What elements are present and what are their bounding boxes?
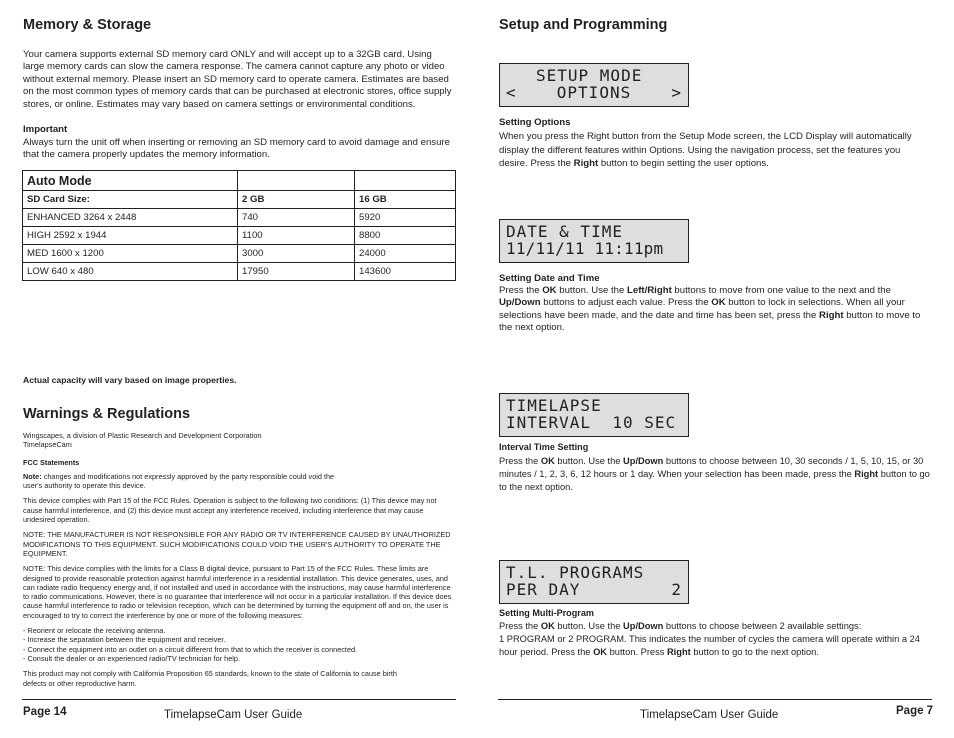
table-row [23,245,456,263]
left-guide-title: TimelapseCam User Guide [164,709,303,721]
text: button to begin setting the user options. [598,158,769,169]
text: Press the [499,621,541,631]
important-paragraph: Always turn the unit off when inserting or removing an SD memory card to avoid damage and ensure that the camera properly updates the memory information. [23,137,450,161]
date-time-paragraph [499,285,931,335]
interval-title: Interval Time Setting [499,442,589,452]
lcd-program-count: 2 [671,580,682,599]
lcd-options: OPTIONS [556,83,632,102]
table-cell: 24000 [355,245,456,263]
text-bold: Up/Down [623,621,664,631]
measure-item: - Reorient or relocate the receiving antenna. [23,626,166,636]
text-bold: OK [540,621,555,631]
text: button to go to the next option. [499,469,930,493]
memory-storage-heading: Memory & Storage [23,17,152,33]
lcd-line: SETUP MODE [536,66,643,85]
text-bold: Left/Right [627,285,672,296]
table-cell: LOW 640 x 480 [23,263,238,281]
text-bold: Right [666,647,691,658]
lcd-line: DATE & TIME [506,222,623,241]
lcd-date-time [499,219,689,263]
table-row [23,263,456,281]
setup-heading: Setup and Programming [499,17,668,33]
capacity-table [22,170,456,281]
empty-cell [238,171,355,191]
lcd-line: 11/11/11 11:11pm [506,239,664,258]
right-page-number: Page 7 [896,705,934,717]
text: button. Use the [556,285,627,296]
table-cell: 740 [238,209,355,227]
measure-item: - Connect the equipment into an outlet on a circuit different from that to which the receiver is connected. [23,644,358,654]
right-guide-title: TimelapseCam User Guide [640,709,779,721]
memory-paragraph: Your camera supports external SD memory card ONLY and will accept up to a 32GB card. Using large memory cards can slow the camera response. The camera cannot capture any photo or video without external memory. Please insert an SD memory card to operate camera. Estimates are based on the most common types of memory cards that can be purchased at electronic stores, office supply stores, or online. Estimates may vary based on camera settings or environmental conditions. [23,49,452,110]
prop65-paragraph: This product may not comply with California Proposition 65 standards, known to the state of California to cause birth defects or other reproductive harm. [23,669,397,688]
product-line: TimelapseCam [23,440,72,450]
capacity-note: Actual capacity will vary based on image properties. [23,375,237,385]
text-bold: OK [711,297,726,309]
lcd-per-day: PER DAY [506,580,581,599]
warnings-heading: Warnings & Regulations [23,406,191,422]
date-time-title: Setting Date and Time [499,273,600,284]
table-cell: 17950 [238,263,355,281]
capacity-table-wrap [22,170,456,281]
table-cell: 1100 [238,227,355,245]
note-text: changes and modifications not expressly approved by the party responsible could void the user's authority to operate this device. [23,471,335,491]
interval-paragraph [499,455,931,495]
measure-item: - Increase the separation between the equipment and receiver. [23,635,226,645]
table-cell: ENHANCED 3264 x 2448 [23,209,238,227]
company-line: Wingscapes, a division of Plastic Research and Development Corporation [23,431,262,440]
table-header: SD Card Size: [23,191,238,209]
setting-options-paragraph [499,130,929,171]
table-header: 16 GB [355,191,456,209]
lcd-left-arrow: < [506,83,517,102]
table-header-row [23,191,456,209]
table-cell: 8800 [355,227,456,245]
note-label: Note: [23,471,42,481]
left-page-number: Page 14 [23,706,67,718]
text: button to lock in selections. When all your selections have been made, and the date and time has been set, press the [499,297,905,321]
classb-paragraph: NOTE: This device complies with the limits for a Class B digital device, pursuant to Part 15 of the FCC Rules. These limits are designed to provide reasonable protection against harmful interference in a residential installation. This device generates, uses, and can radiate radio frequency energy and, if not installed and used in accordance with the instructions, may cause harmful interference to radio communications. However, there is no guarantee that interference will not occur in a particular installation. If this device does cause harmful interference to radio or television reception, which can be determined by turning the equipment off and on, the user is encouraged to try to correct the interference by one or more of the following measures: [23,564,452,620]
text-bold: Right [573,158,599,169]
lcd-right-arrow: > [671,83,682,102]
table-row [23,227,456,245]
text: Press the [499,456,541,466]
text-bold: Right [854,469,879,480]
lcd-setup-mode [499,63,689,107]
text: button. Use the [554,456,624,466]
important-label: Important [23,124,68,135]
text: buttons to move from one value to the next and the [671,285,891,296]
text: button to move to the next option. [499,309,921,334]
text-bold: Up/Down [623,456,664,466]
lcd-programs [499,560,689,604]
fcc-label: FCC Statements [23,457,80,467]
right-footer-rule [498,699,932,700]
text: button. Use the [554,621,624,631]
text: When you press the Right button from the Setup Mode screen, the LCD Display will automatically display the different features within Options. Using the navigation process, set the features you desire. Press the [499,131,912,169]
lcd-line: T.L. PROGRAMS [506,563,645,582]
lcd-line: INTERVAL 10 SEC [506,413,677,432]
text: button. Press [607,647,667,658]
text-bold: OK [540,456,555,466]
multi-program-paragraph [499,620,931,660]
manufacturer-paragraph: NOTE: THE MANUFACTURER IS NOT RESPONSIBLE FOR ANY RADIO OR TV INTERFERENCE CAUSED BY UNAUTHORIZED MODIFICATIONS TO THIS EQUIPMENT. SUCH MODIFICATIONS COULD VOID THE USER'S AUTHORITY TO OPERATE THE EQUIPMENT. [23,530,451,558]
multi-program-title: Setting Multi-Program [499,608,594,618]
text: buttons to adjust each value. Press the [540,297,712,309]
text-bold: OK [593,647,608,658]
lcd-line: TIMELAPSE [506,396,602,415]
text-bold: Up/Down [499,297,541,309]
text: 1 PROGRAM or 2 PROGRAM. This indicates the number of cycles the camera will operate within a 24 hour period. Press the [499,634,920,658]
measure-item: - Consult the dealer or an experienced radio/TV technician for help. [23,653,241,663]
table-title-row [23,171,456,191]
text-bold: OK [542,285,557,296]
text: buttons to choose between 2 available settings: [663,621,862,631]
text: buttons to choose between 10, 30 seconds / 1, 5, 10, 15, or 30 minutes / 1, 2, 3, 6, 12 hours or 1 day. When your selection has been made, press the [499,456,924,480]
note-paragraph [23,472,457,491]
lcd-line [506,581,682,598]
lcd-timelapse-interval [499,393,689,437]
setting-options-title: Setting Options [499,117,571,128]
table-row [23,209,456,227]
text: button to go to the next option. [690,647,819,658]
warnings-body [23,431,457,694]
table-cell: 5920 [355,209,456,227]
empty-cell [355,171,456,191]
text-bold: Right [819,309,844,321]
auto-mode-label: Auto Mode [23,171,238,191]
text: Press the [499,285,543,296]
table-cell: 143600 [355,263,456,281]
table-cell: 3000 [238,245,355,263]
table-cell: MED 1600 x 1200 [23,245,238,263]
part15-paragraph: This device complies with Part 15 of the FCC Rules. Operation is subject to the following two conditions: (1) This device may not cause harmful interference, and (2) this device must accept any interference received, including interference that may cause undesired operation. [23,496,437,525]
lcd-line [506,84,682,101]
table-cell: HIGH 2592 x 1944 [23,227,238,245]
left-footer-rule [22,699,456,700]
table-header: 2 GB [238,191,355,209]
